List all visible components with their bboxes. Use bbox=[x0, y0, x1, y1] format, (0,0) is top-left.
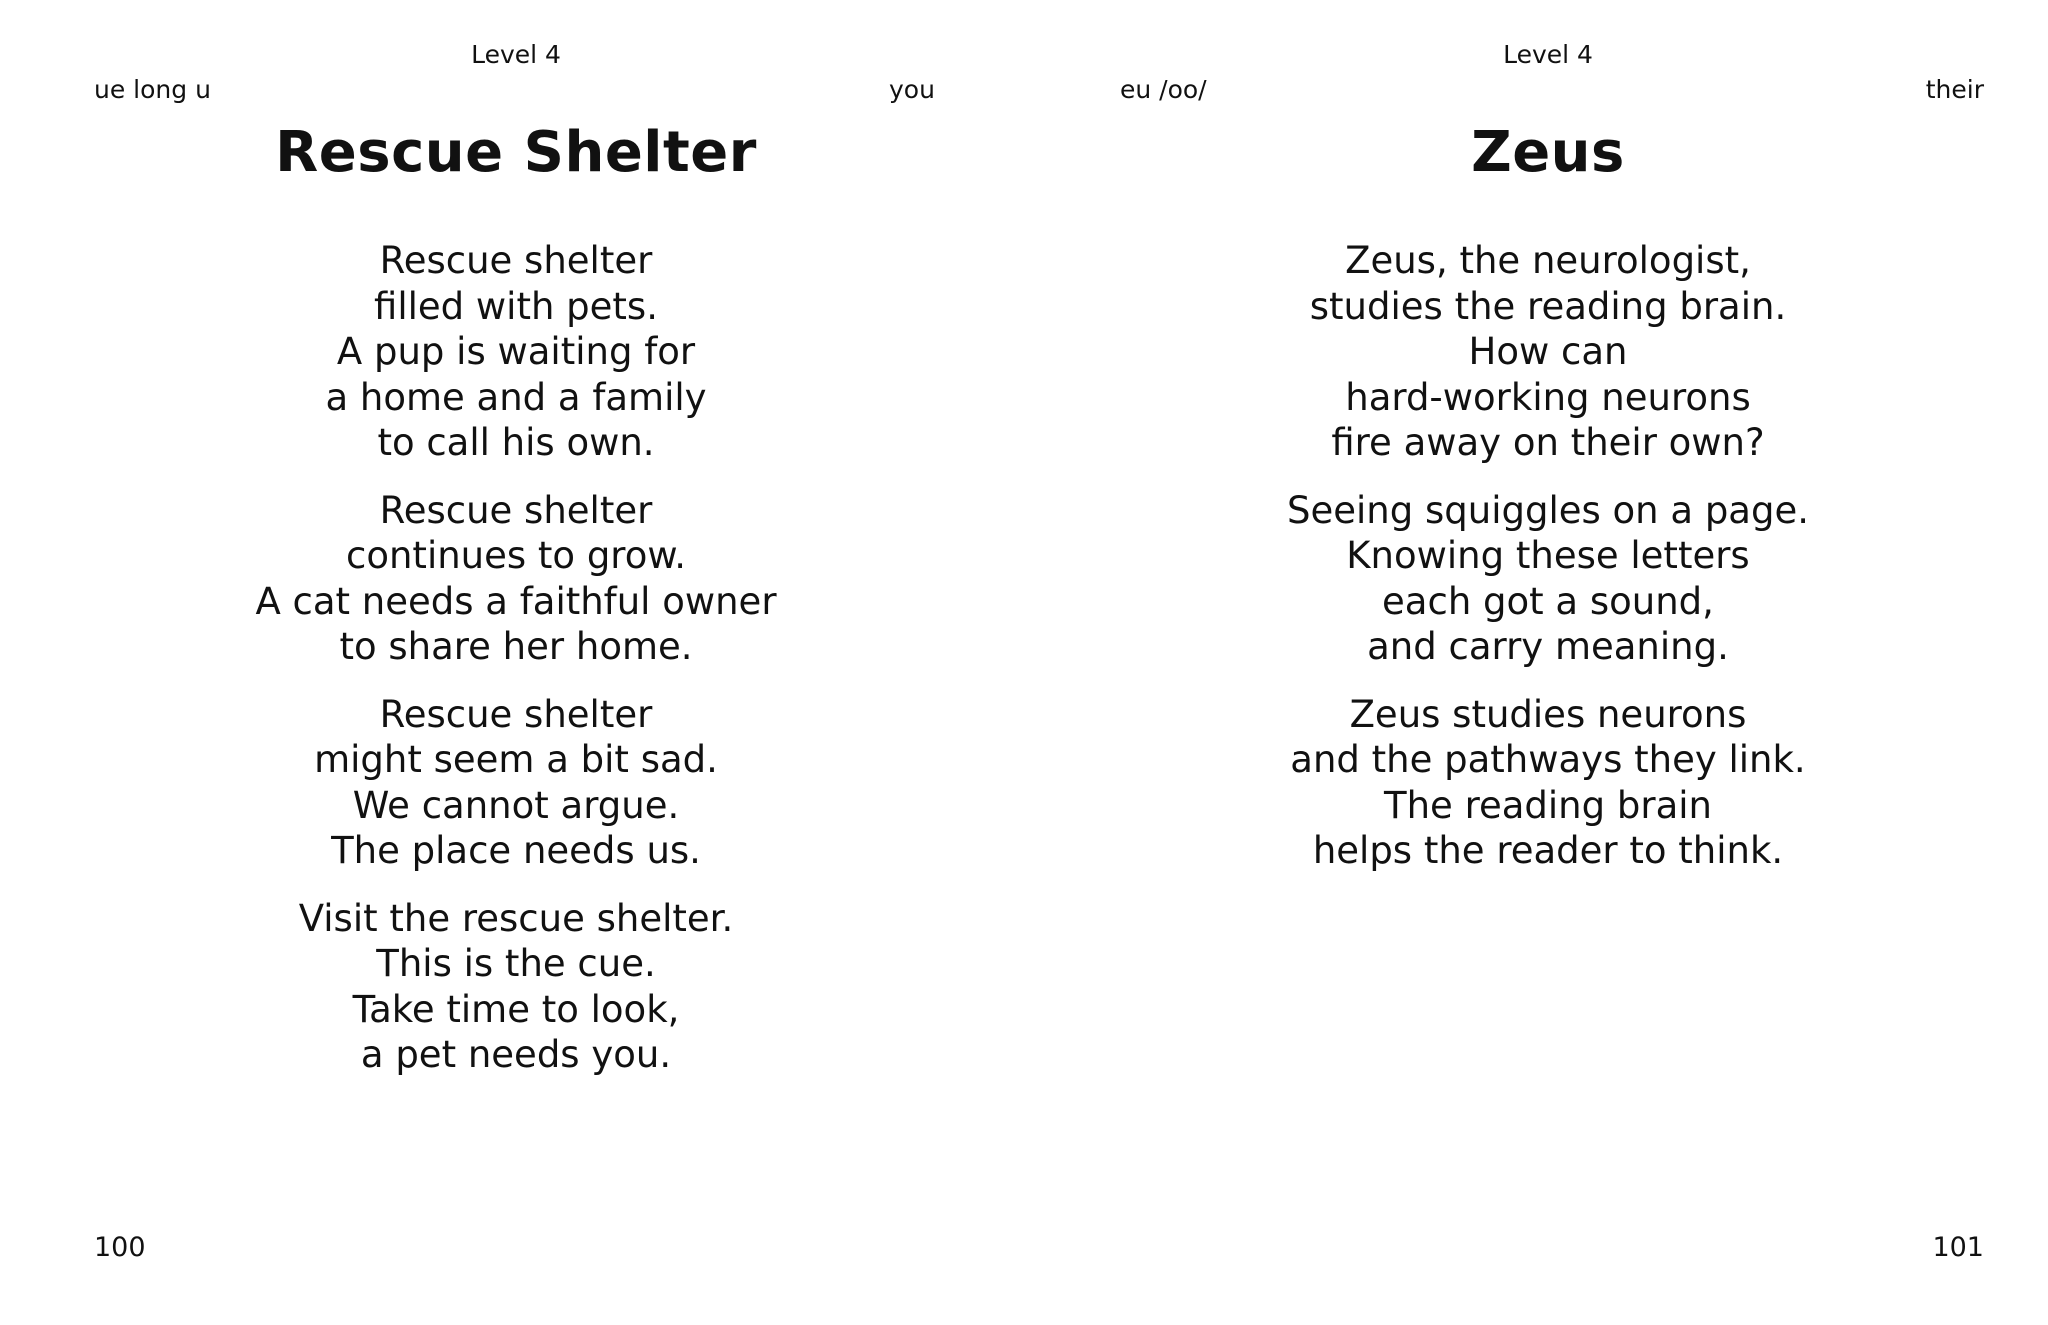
poem-line: This is the cue. bbox=[376, 942, 656, 985]
page-number: 101 bbox=[1932, 1232, 1984, 1263]
poem-line: Visit the rescue shelter. bbox=[298, 896, 734, 940]
stanza bbox=[1148, 238, 1948, 466]
stanza bbox=[1148, 692, 1948, 874]
heart-word: you bbox=[889, 75, 935, 104]
poem-line: a pet needs you. bbox=[360, 1033, 672, 1076]
poem-line: filled with pets. bbox=[374, 284, 658, 328]
poem-line: each got a sound, bbox=[1382, 579, 1714, 623]
page-number: 100 bbox=[94, 1232, 146, 1263]
poem-line: Take time to look, bbox=[352, 987, 680, 1031]
poem-line: How can bbox=[1468, 330, 1628, 373]
stanza bbox=[116, 488, 916, 670]
poem-title: Zeus bbox=[1471, 120, 1625, 185]
poem-line: and the pathways they link. bbox=[1290, 738, 1806, 781]
stanza bbox=[116, 692, 916, 874]
poem-line: Seeing squiggles on a page. bbox=[1287, 488, 1809, 532]
poem-line: continues to grow. bbox=[346, 534, 686, 577]
poem-line: and carry meaning. bbox=[1367, 625, 1729, 668]
stanza bbox=[1148, 488, 1948, 670]
poem-title: Rescue Shelter bbox=[275, 120, 757, 185]
poem-line: The place needs us. bbox=[331, 829, 701, 872]
poem-body bbox=[1148, 238, 1948, 896]
poem-line: to call his own. bbox=[377, 421, 655, 464]
heart-word: their bbox=[1925, 75, 1984, 104]
poem-line: studies the reading brain. bbox=[1309, 284, 1787, 328]
phonics-pattern: ue long u bbox=[94, 75, 211, 104]
poem-line: Zeus studies neurons bbox=[1349, 692, 1747, 736]
poem-line: Rescue shelter bbox=[379, 692, 653, 736]
poem-line: We cannot argue. bbox=[352, 783, 680, 827]
stanza bbox=[116, 238, 916, 466]
level-label: Level 4 bbox=[471, 40, 561, 69]
phonics-pattern: eu /oo/ bbox=[1120, 75, 1207, 104]
poem-line: to share her home. bbox=[339, 625, 693, 668]
poem-line: a home and a family bbox=[325, 375, 707, 419]
poem-line: Rescue shelter bbox=[379, 488, 653, 532]
poem-body bbox=[116, 238, 916, 1100]
poem-line: A cat needs a faithful owner bbox=[255, 579, 777, 623]
poem-line: helps the reader to think. bbox=[1312, 829, 1784, 872]
poem-line: fire away on their own? bbox=[1331, 421, 1765, 464]
poem-line: Rescue shelter bbox=[379, 239, 653, 282]
poem-line: hard-working neurons bbox=[1345, 375, 1751, 419]
level-label: Level 4 bbox=[1503, 40, 1593, 69]
right-page bbox=[1024, 0, 2048, 1325]
poem-line: A pup is waiting for bbox=[336, 330, 696, 373]
poem-line: Knowing these letters bbox=[1346, 534, 1750, 577]
poem-line: might seem a bit sad. bbox=[314, 738, 718, 781]
stanza bbox=[116, 896, 916, 1078]
poem-line: Zeus, the neurologist, bbox=[1345, 239, 1751, 282]
poem-line: The reading brain bbox=[1384, 783, 1712, 827]
